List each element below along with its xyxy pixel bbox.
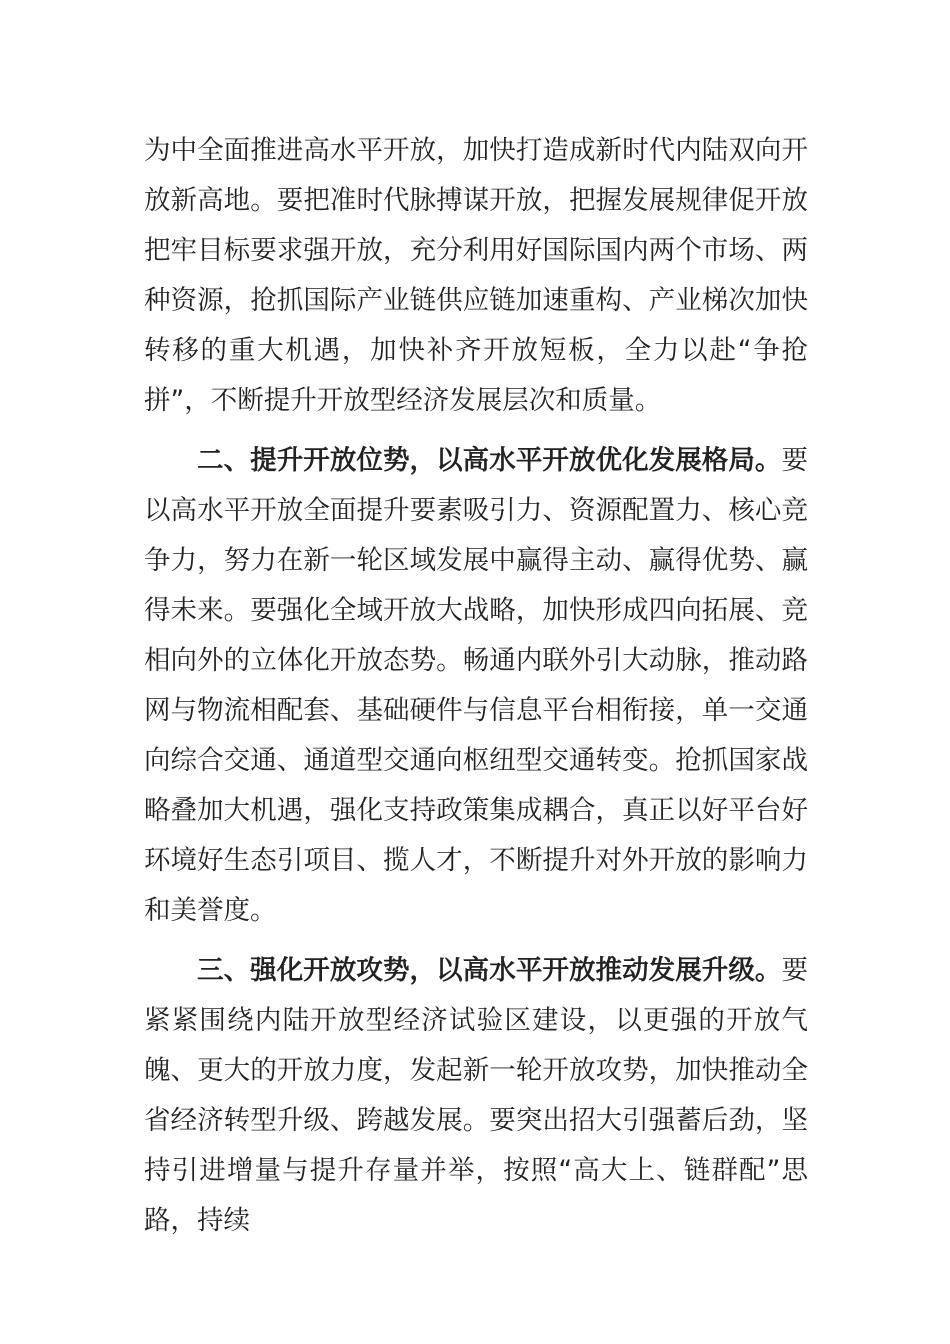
paragraph-section-three [144, 946, 808, 1246]
paragraph-text: 要紧紧围绕内陆开放型经济试验区建设，以更强的开放气魄、更大的开放力度，发起新一轮开放攻势，加快推动全省经济转型升级、跨越发展。要突出招大引强蓄后劲，坚持引进增量与提升存量并举，按照“高大上、链群配”思路，持续 [144, 955, 808, 1236]
section-heading: 二、提升开放位势，以高水平开放优化发展格局。 [197, 445, 782, 476]
paragraph-text: 为中全面推进高水平开放，加快打造成新时代内陆双向开放新高地。要把准时代脉搏谋开放，把握发展规律促开放把牢目标要求强开放，充分利用好国际国内两个市场、两种资源，抢抓国际产业链供应链加速重构、产业梯次加快转移的重大机遇，加快补齐开放短板，全力以赴“争抢拼”，不断提升开放型经济发展层次和质量。 [144, 135, 808, 416]
section-heading: 三、强化开放攻势，以高水平开放推动发展升级。 [197, 955, 782, 986]
paragraph-text: 要以高水平开放全面提升要素吸引力、资源配置力、核心竞争力，努力在新一轮区域发展中赢得主动、赢得优势、赢得未来。要强化全域开放大战略，加快形成四向拓展、竞相向外的立体化开放态势。畅通内联外引大动脉，推动路网与物流相配套、基础硬件与信息平台相衔接，单一交通向综合交通、通道型交通向枢纽型交通转变。抢抓国家战略叠加大机遇，强化支持政策集成耦合，真正以好平台好环境好生态引项目、揽人才，不断提升对外开放的影响力和美誉度。 [144, 445, 808, 926]
document-page [144, 126, 808, 1256]
paragraph-section-two [144, 436, 808, 936]
paragraph-continuation [144, 126, 808, 426]
